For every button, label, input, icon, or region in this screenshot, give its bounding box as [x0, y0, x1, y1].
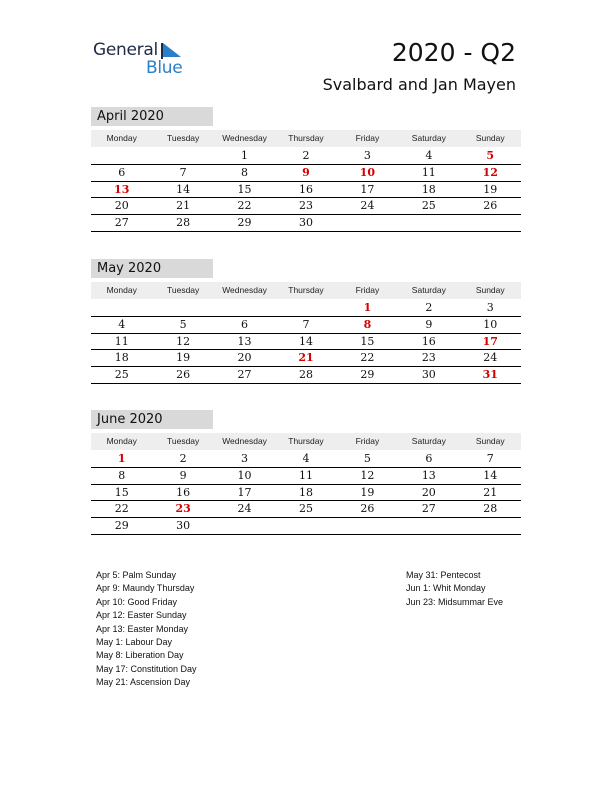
day-cell: 11	[421, 165, 436, 179]
holiday-item: Jun 1: Whit Monday	[406, 583, 486, 594]
weekday-label: Saturday	[411, 285, 446, 295]
day-cell: 12	[176, 334, 191, 348]
day-cell: 6	[241, 317, 249, 331]
weekday-header	[91, 130, 521, 147]
weekday-label: Wednesday	[222, 436, 267, 446]
week-row	[91, 215, 521, 232]
week-row	[91, 300, 521, 317]
day-cell: 16	[176, 485, 191, 499]
empty-day-cell	[337, 215, 398, 231]
day-cell: 22	[237, 199, 252, 213]
day-cell: 20	[421, 485, 436, 499]
week-row	[91, 468, 521, 485]
day-cell: 10	[359, 165, 376, 179]
empty-day-cell	[152, 148, 213, 164]
day-cell: 23	[421, 351, 436, 365]
weekday-header	[91, 282, 521, 299]
day-cell: 17	[482, 334, 498, 348]
empty-day-cell	[152, 300, 213, 316]
week-rows	[91, 148, 521, 232]
day-cell: 15	[114, 485, 129, 499]
week-row	[91, 367, 521, 384]
day-cell: 3	[241, 452, 249, 465]
day-cell: 18	[114, 351, 129, 365]
day-cell: 14	[298, 334, 313, 348]
week-row	[91, 485, 521, 502]
holiday-item: May 8: Liberation Day	[96, 650, 184, 661]
day-cell: 11	[298, 468, 313, 482]
day-cell: 15	[360, 334, 375, 348]
weekday-label: Monday	[106, 436, 137, 446]
holiday-item: May 31: Pentecost	[406, 570, 481, 580]
weekday-label: Saturday	[411, 436, 446, 446]
week-rows	[91, 300, 521, 384]
day-cell: 7	[486, 452, 494, 465]
day-cell: 10	[483, 317, 498, 331]
day-cell: 3	[486, 301, 494, 314]
weekday-label: Friday	[355, 285, 380, 295]
day-cell: 19	[360, 485, 375, 499]
day-cell: 7	[179, 165, 187, 179]
holiday-item: May 21: Ascension Day	[96, 677, 191, 688]
day-cell: 1	[363, 301, 372, 314]
logo-flag-icon	[161, 43, 181, 59]
page-title: 2020 - Q2	[391, 38, 516, 67]
day-cell: 17	[360, 182, 375, 196]
day-cell: 27	[421, 502, 436, 516]
day-cell: 18	[298, 485, 313, 499]
week-row	[91, 451, 521, 468]
weekday-label: Friday	[355, 133, 380, 143]
day-cell: 13	[237, 334, 252, 348]
empty-day-cell	[398, 215, 459, 231]
day-cell: 10	[237, 468, 252, 482]
holiday-item: May 17: Constitution Day	[96, 663, 197, 674]
month-name: April 2020	[91, 107, 213, 126]
day-cell: 21	[298, 351, 314, 365]
weekday-label: Sunday	[475, 133, 505, 143]
day-cell: 23	[298, 199, 313, 213]
day-cell: 20	[114, 199, 129, 213]
day-cell: 20	[237, 351, 252, 365]
day-cell: 6	[118, 165, 126, 179]
week-row	[91, 182, 521, 199]
day-cell: 21	[483, 485, 498, 499]
day-cell: 11	[114, 334, 129, 348]
day-cell: 1	[117, 452, 126, 465]
empty-day-cell	[214, 300, 275, 316]
day-cell: 4	[425, 149, 433, 162]
day-cell: 25	[298, 502, 313, 516]
holiday-list-left	[96, 569, 197, 690]
empty-day-cell	[337, 518, 398, 534]
day-cell: 8	[241, 165, 249, 179]
holiday-item: Jun 23: Midsummar Eve	[406, 596, 504, 607]
day-cell: 4	[302, 452, 310, 465]
generalblue-logo	[93, 40, 193, 80]
day-cell: 17	[237, 485, 252, 499]
weekday-label: Sunday	[475, 436, 505, 446]
day-cell: 13	[114, 182, 130, 196]
day-cell: 29	[114, 519, 129, 533]
week-row	[91, 334, 521, 351]
day-cell: 16	[421, 334, 436, 348]
week-row	[91, 317, 521, 334]
weekday-label: Wednesday	[222, 285, 267, 295]
day-cell: 19	[483, 182, 498, 196]
day-cell: 5	[179, 317, 187, 331]
empty-day-cell	[91, 148, 152, 164]
day-cell: 24	[360, 199, 375, 213]
empty-day-cell	[398, 518, 459, 534]
day-cell: 19	[176, 351, 191, 365]
day-cell: 2	[425, 301, 433, 314]
day-cell: 30	[298, 216, 313, 230]
day-cell: 21	[176, 199, 191, 213]
day-cell: 5	[486, 149, 495, 162]
day-cell: 31	[482, 368, 498, 382]
holiday-item: Apr 10: Good Friday	[96, 596, 178, 607]
day-cell: 24	[483, 351, 498, 365]
holiday-item: Apr 9: Maundy Thursday	[96, 583, 195, 594]
week-row	[91, 501, 521, 518]
day-cell: 18	[421, 182, 436, 196]
day-cell: 13	[421, 468, 436, 482]
empty-day-cell	[460, 215, 521, 231]
month-name: June 2020	[91, 410, 213, 429]
page-subtitle: Svalbard and Jan Mayen	[322, 75, 516, 94]
weekday-label: Monday	[106, 133, 137, 143]
day-cell: 5	[363, 452, 371, 465]
week-row	[91, 518, 521, 535]
weekday-label: Wednesday	[222, 133, 267, 143]
holiday-item: Apr 12: Easter Sunday	[96, 610, 187, 621]
day-cell: 26	[360, 502, 375, 516]
holiday-item: Apr 13: Easter Monday	[96, 623, 189, 634]
empty-day-cell	[214, 518, 275, 534]
day-cell: 9	[425, 317, 433, 331]
holiday-item: May 1: Labour Day	[96, 637, 173, 648]
day-cell: 28	[483, 502, 498, 516]
day-cell: 9	[179, 468, 187, 482]
logo-word-general: General	[93, 40, 158, 60]
week-row	[91, 198, 521, 215]
day-cell: 23	[175, 502, 191, 516]
day-cell: 26	[483, 199, 498, 213]
day-cell: 7	[302, 317, 310, 331]
day-cell: 2	[302, 149, 310, 162]
week-row	[91, 148, 521, 165]
week-rows	[91, 451, 521, 535]
day-cell: 22	[114, 502, 129, 516]
weekday-label: Tuesday	[166, 133, 200, 143]
day-cell: 9	[302, 165, 310, 179]
month-name: May 2020	[91, 259, 213, 278]
logo-word-blue: Blue	[146, 58, 183, 78]
weekday-label: Sunday	[475, 285, 505, 295]
day-cell: 15	[237, 182, 252, 196]
weekday-label: Friday	[355, 436, 380, 446]
day-cell: 12	[360, 468, 375, 482]
day-cell: 22	[360, 351, 375, 365]
day-cell: 25	[114, 368, 129, 382]
holiday-item: Apr 5: Palm Sunday	[96, 570, 177, 580]
day-cell: 30	[176, 519, 191, 533]
day-cell: 14	[483, 468, 498, 482]
day-cell: 8	[363, 317, 372, 331]
day-cell: 27	[237, 368, 252, 382]
day-cell: 24	[237, 502, 252, 516]
holiday-list-right	[406, 569, 503, 609]
day-cell: 30	[421, 368, 436, 382]
week-row	[91, 165, 521, 182]
day-cell: 8	[118, 468, 126, 482]
day-cell: 28	[298, 368, 313, 382]
weekday-label: Thursday	[288, 133, 324, 143]
day-cell: 27	[114, 216, 129, 230]
day-cell: 29	[237, 216, 252, 230]
day-cell: 29	[360, 368, 375, 382]
weekday-label: Tuesday	[166, 285, 200, 295]
weekday-label: Saturday	[411, 133, 446, 143]
day-cell: 12	[482, 165, 498, 179]
day-cell: 26	[176, 368, 191, 382]
day-cell: 2	[179, 452, 187, 465]
weekday-label: Thursday	[288, 285, 324, 295]
weekday-header	[91, 433, 521, 450]
day-cell: 1	[241, 149, 249, 162]
day-cell: 4	[118, 317, 126, 331]
week-row	[91, 350, 521, 367]
day-cell: 16	[298, 182, 313, 196]
empty-day-cell	[460, 518, 521, 534]
day-cell: 3	[363, 149, 371, 162]
day-cell: 14	[176, 182, 191, 196]
empty-day-cell	[275, 518, 336, 534]
weekday-label: Thursday	[288, 436, 324, 446]
day-cell: 25	[421, 199, 436, 213]
weekday-label: Monday	[106, 285, 137, 295]
day-cell: 28	[176, 216, 191, 230]
day-cell: 6	[425, 452, 433, 465]
weekday-label: Tuesday	[166, 436, 200, 446]
empty-day-cell	[275, 300, 336, 316]
empty-day-cell	[91, 300, 152, 316]
